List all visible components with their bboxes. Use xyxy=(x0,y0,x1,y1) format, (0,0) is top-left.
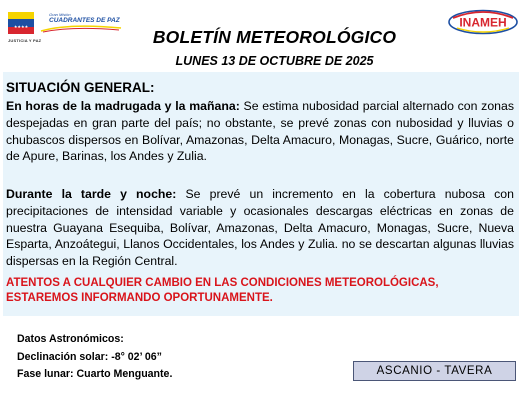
motto-text: JUSTICIA Y PAZ xyxy=(8,38,42,43)
solar-declination: Declinación solar: -8° 02’ 06” xyxy=(17,350,162,363)
bulletin-title: BOLETÍN METEOROLÓGICO xyxy=(152,27,397,47)
moon-phase: Fase lunar: Cuarto Menguante. xyxy=(17,368,173,380)
morning-text: Se estima nubosidad parcial alternado con zonas despejadas en gran parte del país; no obstante, se prevé zonas con nubosidad y lluvias o chubascos dispersos en Bolívar, Amazonas, Delta Amacuro, Monagas, Sucre, Guárico, norte de Apure, Barinas, los Andes y Zulia. xyxy=(6,99,514,164)
alert-notice xyxy=(6,276,514,306)
authors-box: ASCANIO - TAVERA xyxy=(353,361,516,381)
morning-lead: En horas de la madrugada y la mañana: xyxy=(6,99,240,113)
inameh-text: INAMEH xyxy=(459,15,507,30)
astronomical-heading: Datos Astronómicos: xyxy=(17,333,124,345)
morning-forecast-paragraph xyxy=(6,98,514,165)
evening-text: Se prevé un incremento en la cobertura nubosa con precipitaciones de intensidad variable y ocasionales descargas eléctricas en zonas de nuestra Guayana Esequiba, Bolívar, Amazonas, Delta Amacuro, Monagas, Sucre, Nueva Esparta, Anzoátegui, Llanos Occidentales, los Andes y Zulia. no se descartan algunas lluvias dispersas en la Región Central. xyxy=(6,187,514,269)
program-name-text: CUADRANTES DE PAZ xyxy=(49,17,120,24)
bulletin-date: LUNES 13 DE OCTUBRE DE 2025 xyxy=(175,54,374,68)
astronomical-data xyxy=(17,331,172,384)
venezuela-flag-icon: ★★★★ xyxy=(8,12,34,34)
general-situation-panel xyxy=(3,72,519,316)
section-title: SITUACIÓN GENERAL: xyxy=(6,80,155,95)
alert-line-1: ATENTOS A CUALQUIER CAMBIO EN LAS CONDICIONES METEOROLÓGICAS, xyxy=(6,277,439,289)
evening-forecast-paragraph xyxy=(6,186,514,270)
alert-line-2: ESTAREMOS INFORMANDO OPORTUNAMENTE. xyxy=(6,292,273,304)
program-pre-text: Gran Misión xyxy=(49,12,71,17)
evening-lead: Durante la tarde y noche: xyxy=(6,187,177,201)
